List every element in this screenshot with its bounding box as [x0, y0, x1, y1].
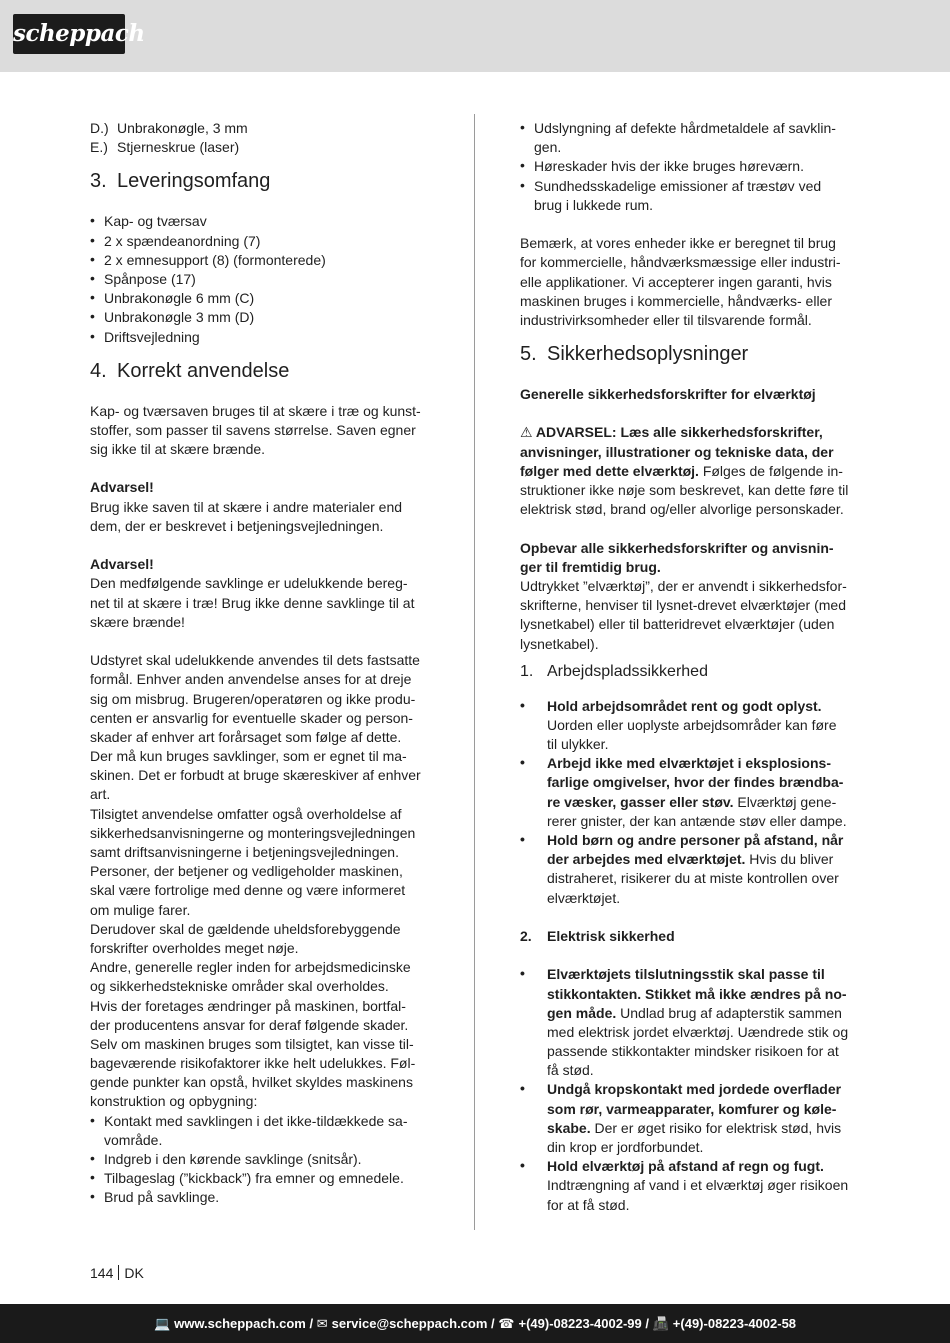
- normal-text: til ulykker.: [547, 736, 609, 753]
- intended-use-body: [90, 651, 430, 1112]
- normal-text: Hvis du bliver: [745, 851, 834, 868]
- text-line: gende punkter kan opstå, hvilket skyldes maskinens: [90, 1074, 413, 1091]
- item-text: Stjerneskrue (laser): [117, 139, 240, 156]
- text-line: [547, 754, 860, 773]
- bullet-dot: •: [90, 1169, 95, 1186]
- bullet-text: brug i lukkede rum.: [534, 196, 654, 213]
- item-label: D.): [90, 120, 109, 136]
- bullet-dot: •: [90, 250, 95, 267]
- text-line: bageværende risikofaktorer ikke helt udelukkes. Føl-: [90, 1055, 416, 1072]
- parts-list-item: [90, 138, 430, 157]
- keep-instructions-body: [520, 577, 860, 654]
- section-number: 4.: [90, 359, 107, 382]
- bold-text: Elværktøjets tilslutningsstik skal passe til: [547, 966, 825, 983]
- normal-text: Følges de følgende in-: [698, 462, 843, 479]
- text-line: [547, 1176, 860, 1195]
- text-line: der producentens ansvar for deraf følgende skader.: [90, 1016, 409, 1033]
- column-divider: [474, 114, 475, 1230]
- normal-text: Der er øget risiko for elektrisk stød, hvis: [590, 1119, 842, 1136]
- bullet-dot: •: [90, 308, 95, 325]
- bold-text: skabe.: [547, 1119, 591, 1136]
- email-link[interactable]: service@scheppach.com: [331, 1316, 488, 1331]
- section-title: Sikkerhedsoplysninger: [547, 343, 749, 366]
- separator: /: [645, 1316, 649, 1331]
- text-line: skinen. Det er forbudt at bruge skæreskiver af enhver: [90, 767, 421, 784]
- text-line: [547, 985, 860, 1004]
- bullet-dot: •: [520, 119, 525, 135]
- bullet-dot: •: [520, 1080, 525, 1097]
- text-line: [547, 1196, 860, 1215]
- right-column: [520, 119, 860, 1215]
- bullet-dot: •: [90, 231, 95, 248]
- keep-instructions-title: [520, 539, 860, 577]
- normal-text: rerer gnister, der kan antænde støv eller dampe.: [547, 812, 847, 829]
- text-line: [547, 1080, 860, 1099]
- text-line: [547, 1157, 860, 1176]
- text-line: [547, 831, 860, 850]
- text-line: [547, 1138, 860, 1157]
- fax-icon: 📠: [652, 1316, 669, 1331]
- separator: /: [309, 1316, 314, 1331]
- text-line: Selv om maskinen bruges som tilsigtet, kan visse til-: [90, 1035, 414, 1052]
- bullet-dot: •: [90, 269, 95, 286]
- bullet-item: [520, 119, 860, 157]
- bullet-text: vområde.: [104, 1131, 163, 1148]
- normal-text: distraheret, risikerer du at miste kontrollen over: [547, 870, 839, 887]
- bold-text: Hold elværktøj på afstand af regn og fugt.: [547, 1158, 824, 1175]
- text-line: skal være fortrolige med denne og være informeret: [90, 882, 406, 899]
- text-line: Hvis der foretages ændringer på maskinen, bortfal-: [90, 997, 406, 1014]
- bullet-item: [90, 1112, 430, 1150]
- normal-text: med elektrisk jordet elværktøj. Uændrede stik og: [547, 1023, 849, 1040]
- contact-footer-bar: [0, 1304, 950, 1343]
- bold-text: ADVARSEL: Læs alle sikkerhedsforskrifter,: [535, 424, 823, 441]
- text-line: samt driftsanvisningerne i betjeningsvejledningen.: [90, 844, 399, 860]
- text-line: lysnetkabel) eller til batteridrevet elværktøjer (uden: [520, 616, 835, 633]
- text-line: Den medfølgende savklinge er udelukkende bereg-: [90, 575, 408, 592]
- normal-text: Indtrængning af vand i et elværktøj øger risikoen: [547, 1177, 849, 1194]
- text-line: net til at skære i træ! Brug ikke denne savklinge til at: [90, 594, 415, 611]
- safety-warning-block: [520, 423, 860, 519]
- text-line: [520, 423, 860, 442]
- bullet-item: [90, 1150, 430, 1169]
- warning-text: [90, 574, 430, 632]
- bullet-item: [90, 308, 430, 327]
- text-line: [547, 1042, 860, 1061]
- normal-text: din krop er jordforbundet.: [547, 1139, 704, 1155]
- text-line: Brug ikke saven til at skære i andre materialer end: [90, 498, 403, 515]
- safety-bullet-item: [520, 1080, 860, 1157]
- section-title: Leveringsomfang: [117, 170, 271, 193]
- bullet-item: [90, 270, 430, 289]
- text-line: [547, 716, 860, 735]
- text-line: Derudover skal de gældende uheldsforebyggende: [90, 920, 401, 937]
- text-line: [547, 773, 860, 792]
- text-line: skader af enhver art forårsaget som følge af dette.: [90, 728, 402, 745]
- text-line: lysnetkabel).: [520, 635, 599, 652]
- section-5-heading: [520, 341, 860, 367]
- text-line: [520, 481, 860, 500]
- fax-number: +(49)-08223-4002-58: [672, 1316, 797, 1331]
- bullet-text: 2 x spændeanordning (7): [104, 232, 261, 249]
- bold-text: anvisninger, illustrationer og tekniske data, der: [520, 443, 834, 460]
- warning-title: Advarsel!: [90, 556, 154, 573]
- subsection-title: Elektrisk sikkerhed: [547, 927, 675, 944]
- bold-text: Hold børn og andre personer på afstand, når: [547, 832, 844, 848]
- bullet-text: Spånpose (17): [104, 270, 196, 287]
- bullet-text: Unbrakonøgle 6 mm (C): [104, 290, 255, 307]
- bullet-text: Sundhedsskadelige emissioner af træstøv ved: [534, 177, 822, 194]
- text-line: [547, 735, 860, 754]
- text-line: skrifterne, henviser til lysnet-drevet elværktøjer (med: [520, 597, 846, 614]
- phone-icon: ☎: [498, 1316, 515, 1331]
- bullet-item: [90, 251, 430, 270]
- website-link[interactable]: www.scheppach.com: [174, 1316, 306, 1331]
- bullet-item: [90, 289, 430, 308]
- text-line: sikkerhedsanvisningerne og monteringsvejledningen: [90, 824, 416, 841]
- warning-text: [90, 498, 430, 536]
- item-label: E.): [90, 139, 108, 156]
- bullet-item: [520, 157, 860, 176]
- page-number-footer: [90, 1263, 144, 1283]
- bold-text: der arbejdes med elværktøjet.: [547, 851, 746, 868]
- text-line: [547, 850, 860, 869]
- text-line: stoffer, som passer til savens størrelse. Saven egner: [90, 421, 416, 438]
- intended-use-intro: [90, 402, 430, 460]
- bullet-text: Kontakt med savklingen i det ikke-tildækkede sa-: [104, 1112, 408, 1129]
- text-line: Udtrykket ”elværktøj”, der er anvendt i sikkerhedsfor-: [520, 577, 847, 594]
- bullet-dot: •: [90, 289, 95, 306]
- text-line: [547, 793, 860, 812]
- bold-text: Hold arbejdsområdet rent og godt oplyst.: [547, 697, 822, 714]
- residual-risks-list-continued: [520, 119, 860, 215]
- language-code: DK: [124, 1265, 144, 1281]
- bullet-dot: •: [90, 212, 95, 229]
- commercial-use-note: [520, 234, 860, 330]
- bullet-dot: •: [520, 831, 525, 847]
- bold-text: Arbejd ikke med elværktøjet i eksplosions-: [547, 755, 831, 772]
- text-line: Opbevar alle sikkerhedsforskrifter og anvisnin-: [520, 539, 834, 556]
- bold-text: gen måde.: [547, 1004, 617, 1021]
- bullet-item: [90, 212, 430, 231]
- bullet-dot: •: [90, 1188, 95, 1205]
- text-line: sig ikke til at skære brænde.: [90, 441, 266, 458]
- warning-triangle-icon: ⚠: [520, 424, 536, 441]
- text-line: maskinen bruges i kommercielle, håndværks- eller: [520, 292, 833, 309]
- text-line: [547, 889, 860, 908]
- text-line: [547, 965, 860, 984]
- bullet-dot: •: [90, 327, 95, 344]
- bullet-item: [90, 1188, 430, 1207]
- text-line: [547, 1119, 860, 1138]
- text-line: industrivirksomheder eller til tilsvarende formål.: [520, 311, 812, 328]
- section-title: Korrekt anvendelse: [117, 359, 290, 382]
- bullet-dot: •: [520, 754, 525, 771]
- text-line: [520, 443, 860, 462]
- normal-text: Uorden eller uoplyste arbejdsområder kan føre: [547, 716, 837, 733]
- subsection-number: 2.: [520, 927, 532, 944]
- section-3-heading: [90, 168, 430, 194]
- bullet-dot: •: [90, 1150, 95, 1166]
- general-safety-subtitle: Generelle sikkerhedsforskrifter for elværktøj: [520, 386, 816, 403]
- page-number: 144: [90, 1265, 114, 1281]
- text-line: elle applikationer. Vi accepterer ingen garanti, hvis: [520, 273, 832, 290]
- bullet-dot: •: [520, 176, 525, 193]
- text-line: [520, 500, 860, 519]
- bullet-text: Brud på savklinge.: [104, 1189, 220, 1206]
- safety-bullet-item: [520, 831, 860, 908]
- text-line: om mulige farer.: [90, 901, 191, 918]
- bullet-item: [90, 1169, 430, 1188]
- bold-text: som rør, varmeapparater, komfurer og køle-: [547, 1100, 837, 1117]
- text-line: Der må kun bruges savklinger, som er egnet til ma-: [90, 748, 407, 765]
- item-text: Unbrakonøgle, 3 mm: [117, 120, 248, 136]
- section-number: 5.: [520, 343, 537, 366]
- text-line: formål. Enhver anden anvendelse anses for at dreje: [90, 671, 412, 688]
- workplace-safety-list: [520, 697, 860, 908]
- bold-text: stikkontakten. Stikket må ikke ændres på no-: [547, 985, 847, 1002]
- text-line: [547, 1061, 860, 1080]
- bullet-dot: •: [520, 696, 525, 713]
- email-icon: ✉: [316, 1316, 328, 1331]
- text-line: [547, 812, 860, 831]
- brand-logo: scheppach: [13, 14, 125, 54]
- left-column: [90, 119, 430, 1208]
- header-bar: [0, 0, 950, 72]
- text-line: [547, 869, 860, 888]
- parts-list-continued: [90, 119, 430, 157]
- normal-text: elværktøjet.: [547, 889, 621, 906]
- text-line: sig om misbrug. Brugeren/operatøren og ikke produ-: [90, 690, 416, 707]
- warning-title: Advarsel!: [90, 479, 154, 496]
- bullet-text: Driftsvejledning: [104, 328, 200, 345]
- subsection-title: Arbejdspladssikkerhed: [547, 662, 708, 680]
- bold-text: re væsker, gasser eller støv.: [547, 793, 734, 810]
- bold-text: følger med dette elværktøj.: [520, 462, 699, 479]
- section-4-heading: [90, 358, 430, 384]
- subsection-2-heading: [520, 927, 860, 946]
- text-line: [547, 1023, 860, 1042]
- separator: /: [491, 1316, 495, 1331]
- text-line: [547, 1100, 860, 1119]
- bold-text: farlige omgivelser, hvor der findes brændba-: [547, 774, 844, 791]
- bullet-text: 2 x emnesupport (8) (formonterede): [104, 251, 326, 268]
- normal-text: Elværktøj gene-: [733, 793, 837, 810]
- text-line: forskrifter overholdes meget nøje.: [90, 939, 299, 956]
- phone-number: +(49)-08223-4002-99: [518, 1316, 642, 1331]
- delivery-scope-list: [90, 212, 430, 346]
- bullet-dot: •: [520, 157, 525, 174]
- bullet-text: Tilbageslag (”kickback”) fra emner og emnedele.: [104, 1170, 404, 1187]
- text-line: [547, 1004, 860, 1023]
- text-line: [547, 697, 860, 716]
- text-line: Bemærk, at vores enheder ikke er beregnet til brug: [520, 235, 836, 252]
- safety-bullet-item: [520, 697, 860, 755]
- normal-text: struktioner ikke nøje som beskrevet, kan dette føre til: [520, 482, 849, 498]
- text-line: konstruktion og opbygning:: [90, 1093, 258, 1110]
- parts-list-item: [90, 119, 430, 138]
- safety-bullet-item: [520, 1157, 860, 1215]
- bullet-item: [90, 232, 430, 251]
- normal-text: elektrisk stød, brand og/eller alvorlige personskader.: [520, 501, 844, 518]
- normal-text: få stød.: [547, 1062, 594, 1079]
- text-line: og sikkerhedstekniske områder skal overholdes.: [90, 978, 389, 995]
- page-separator: [118, 1265, 119, 1280]
- text-line: Personer, der betjener og vedligeholder maskinen,: [90, 863, 403, 880]
- text-line: Kap- og tværsaven bruges til at skære i træ og kunst-: [90, 402, 421, 419]
- normal-text: Undlad brug af adapterstik sammen: [616, 1004, 842, 1021]
- text-line: Tilsigtet anvendelse omfatter også overholdelse af: [90, 805, 402, 822]
- computer-icon: 💻: [153, 1316, 171, 1331]
- normal-text: passende stikkontakter mindsker risikoen for at: [547, 1043, 839, 1060]
- bullet-dot: •: [520, 1157, 525, 1174]
- bullet-text: Udslyngning af defekte hårdmetaldele af savklin-: [534, 120, 836, 136]
- bullet-text: Unbrakonøgle 3 mm (D): [104, 309, 255, 326]
- section-number: 3.: [90, 170, 107, 193]
- bullet-text: Høreskader hvis der ikke bruges høreværn.: [534, 158, 804, 175]
- text-line: Udstyret skal udelukkende anvendes til dets fastsatte: [90, 652, 420, 669]
- subsection-number: 1.: [520, 662, 534, 680]
- safety-bullet-item: [520, 965, 860, 1080]
- bullet-item: [90, 328, 430, 347]
- text-line: [520, 462, 860, 481]
- bullet-text: Kap- og tværsav: [104, 213, 207, 230]
- bullet-text: gen.: [534, 139, 562, 156]
- bullet-dot: •: [520, 965, 525, 982]
- bullet-text: Indgreb i den kørende savklinge (snitsår).: [104, 1151, 362, 1167]
- subsection-1-heading: [520, 661, 860, 683]
- safety-bullet-item: [520, 754, 860, 831]
- text-line: centen er ansvarlig for eventuelle skader og person-: [90, 709, 413, 726]
- bullet-dot: •: [90, 1111, 95, 1128]
- bullet-item: [520, 177, 860, 215]
- normal-text: for at få stød.: [547, 1196, 630, 1213]
- electrical-safety-list: [520, 965, 860, 1214]
- text-line: skære brænde!: [90, 613, 185, 630]
- text-line: art.: [90, 786, 111, 803]
- text-line: dem, der er beskrevet i betjeningsvejledningen.: [90, 517, 384, 534]
- text-line: for kommercielle, håndværksmæssige eller industri-: [520, 254, 841, 271]
- residual-risks-list: [90, 1112, 430, 1208]
- bold-text: Undgå kropskontakt med jordede overflader: [547, 1081, 842, 1098]
- text-line: Andre, generelle regler inden for arbejdsmedicinske: [90, 959, 411, 976]
- text-line: ger til fremtidig brug.: [520, 558, 661, 575]
